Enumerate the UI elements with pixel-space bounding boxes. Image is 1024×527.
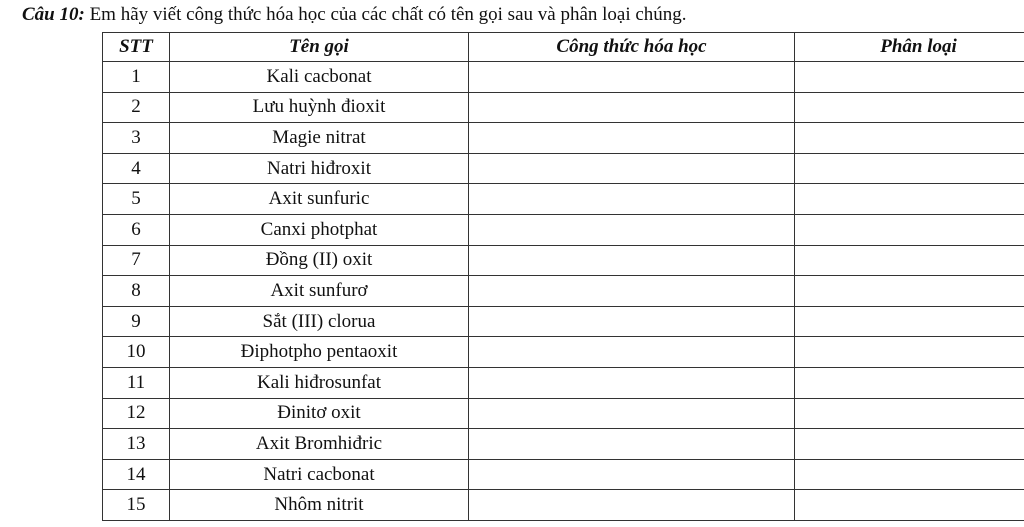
question-prompt [22, 3, 687, 27]
cell-stt: 12 [103, 398, 170, 429]
cell-classification-blank[interactable] [795, 398, 1024, 429]
table-row [103, 306, 1024, 337]
table-row [103, 62, 1024, 93]
cell-formula-blank[interactable] [469, 245, 795, 276]
table-row [103, 337, 1024, 368]
cell-name: Nhôm nitrit [170, 490, 469, 521]
question-text: Em hãy viết công thức hóa học của các chất có tên gọi sau và phân loại chúng. [89, 4, 687, 25]
cell-stt: 4 [103, 153, 170, 184]
cell-classification-blank[interactable] [795, 337, 1024, 368]
cell-formula-blank[interactable] [469, 123, 795, 154]
cell-classification-blank[interactable] [795, 214, 1024, 245]
cell-name: Canxi photphat [170, 214, 469, 245]
cell-name: Axit sunfurơ [170, 276, 469, 307]
cell-name: Axit sunfuric [170, 184, 469, 215]
cell-name: Sắt (III) clorua [170, 306, 469, 337]
table-header-row [103, 33, 1024, 62]
table-row [103, 367, 1024, 398]
cell-formula-blank[interactable] [469, 306, 795, 337]
cell-classification-blank[interactable] [795, 429, 1024, 460]
cell-classification-blank[interactable] [795, 123, 1024, 154]
cell-stt: 15 [103, 490, 170, 521]
cell-name: Đinitơ oxit [170, 398, 469, 429]
cell-classification-blank[interactable] [795, 459, 1024, 490]
cell-formula-blank[interactable] [469, 62, 795, 93]
header-name: Tên gọi [170, 33, 469, 62]
cell-classification-blank[interactable] [795, 62, 1024, 93]
cell-stt: 3 [103, 123, 170, 154]
cell-name: Natri cacbonat [170, 459, 469, 490]
cell-formula-blank[interactable] [469, 398, 795, 429]
cell-classification-blank[interactable] [795, 184, 1024, 215]
cell-classification-blank[interactable] [795, 245, 1024, 276]
table-row [103, 398, 1024, 429]
cell-name: Axit Bromhiđric [170, 429, 469, 460]
cell-formula-blank[interactable] [469, 490, 795, 521]
header-stt: STT [103, 33, 170, 62]
table-row [103, 459, 1024, 490]
cell-stt: 6 [103, 214, 170, 245]
cell-name: Đồng (II) oxit [170, 245, 469, 276]
cell-formula-blank[interactable] [469, 337, 795, 368]
cell-formula-blank[interactable] [469, 429, 795, 460]
cell-formula-blank[interactable] [469, 184, 795, 215]
cell-name: Natri hiđroxit [170, 153, 469, 184]
cell-name: Kali hiđrosunfat [170, 367, 469, 398]
table-row [103, 123, 1024, 154]
cell-classification-blank[interactable] [795, 306, 1024, 337]
cell-classification-blank[interactable] [795, 490, 1024, 521]
cell-formula-blank[interactable] [469, 153, 795, 184]
table-row [103, 276, 1024, 307]
cell-name: Magie nitrat [170, 123, 469, 154]
cell-classification-blank[interactable] [795, 367, 1024, 398]
cell-name: Lưu huỳnh đioxit [170, 92, 469, 123]
table-row [103, 184, 1024, 215]
table-row [103, 92, 1024, 123]
table-row [103, 214, 1024, 245]
cell-name: Kali cacbonat [170, 62, 469, 93]
header-formula: Công thức hóa học [469, 33, 795, 62]
cell-stt: 8 [103, 276, 170, 307]
cell-formula-blank[interactable] [469, 276, 795, 307]
table-row [103, 429, 1024, 460]
table-body [103, 62, 1024, 521]
table-row [103, 245, 1024, 276]
cell-formula-blank[interactable] [469, 367, 795, 398]
cell-stt: 2 [103, 92, 170, 123]
cell-formula-blank[interactable] [469, 92, 795, 123]
cell-classification-blank[interactable] [795, 153, 1024, 184]
cell-stt: 5 [103, 184, 170, 215]
cell-stt: 14 [103, 459, 170, 490]
cell-stt: 13 [103, 429, 170, 460]
cell-classification-blank[interactable] [795, 276, 1024, 307]
cell-formula-blank[interactable] [469, 214, 795, 245]
cell-formula-blank[interactable] [469, 459, 795, 490]
cell-name: Điphotpho pentaoxit [170, 337, 469, 368]
cell-stt: 11 [103, 367, 170, 398]
cell-stt: 10 [103, 337, 170, 368]
cell-classification-blank[interactable] [795, 92, 1024, 123]
cell-stt: 9 [103, 306, 170, 337]
cell-stt: 1 [103, 62, 170, 93]
cell-stt: 7 [103, 245, 170, 276]
table-row [103, 153, 1024, 184]
chemical-table [102, 32, 1024, 521]
header-classification: Phân loại [795, 33, 1024, 62]
question-number: Câu 10: [22, 4, 85, 25]
table-row [103, 490, 1024, 521]
